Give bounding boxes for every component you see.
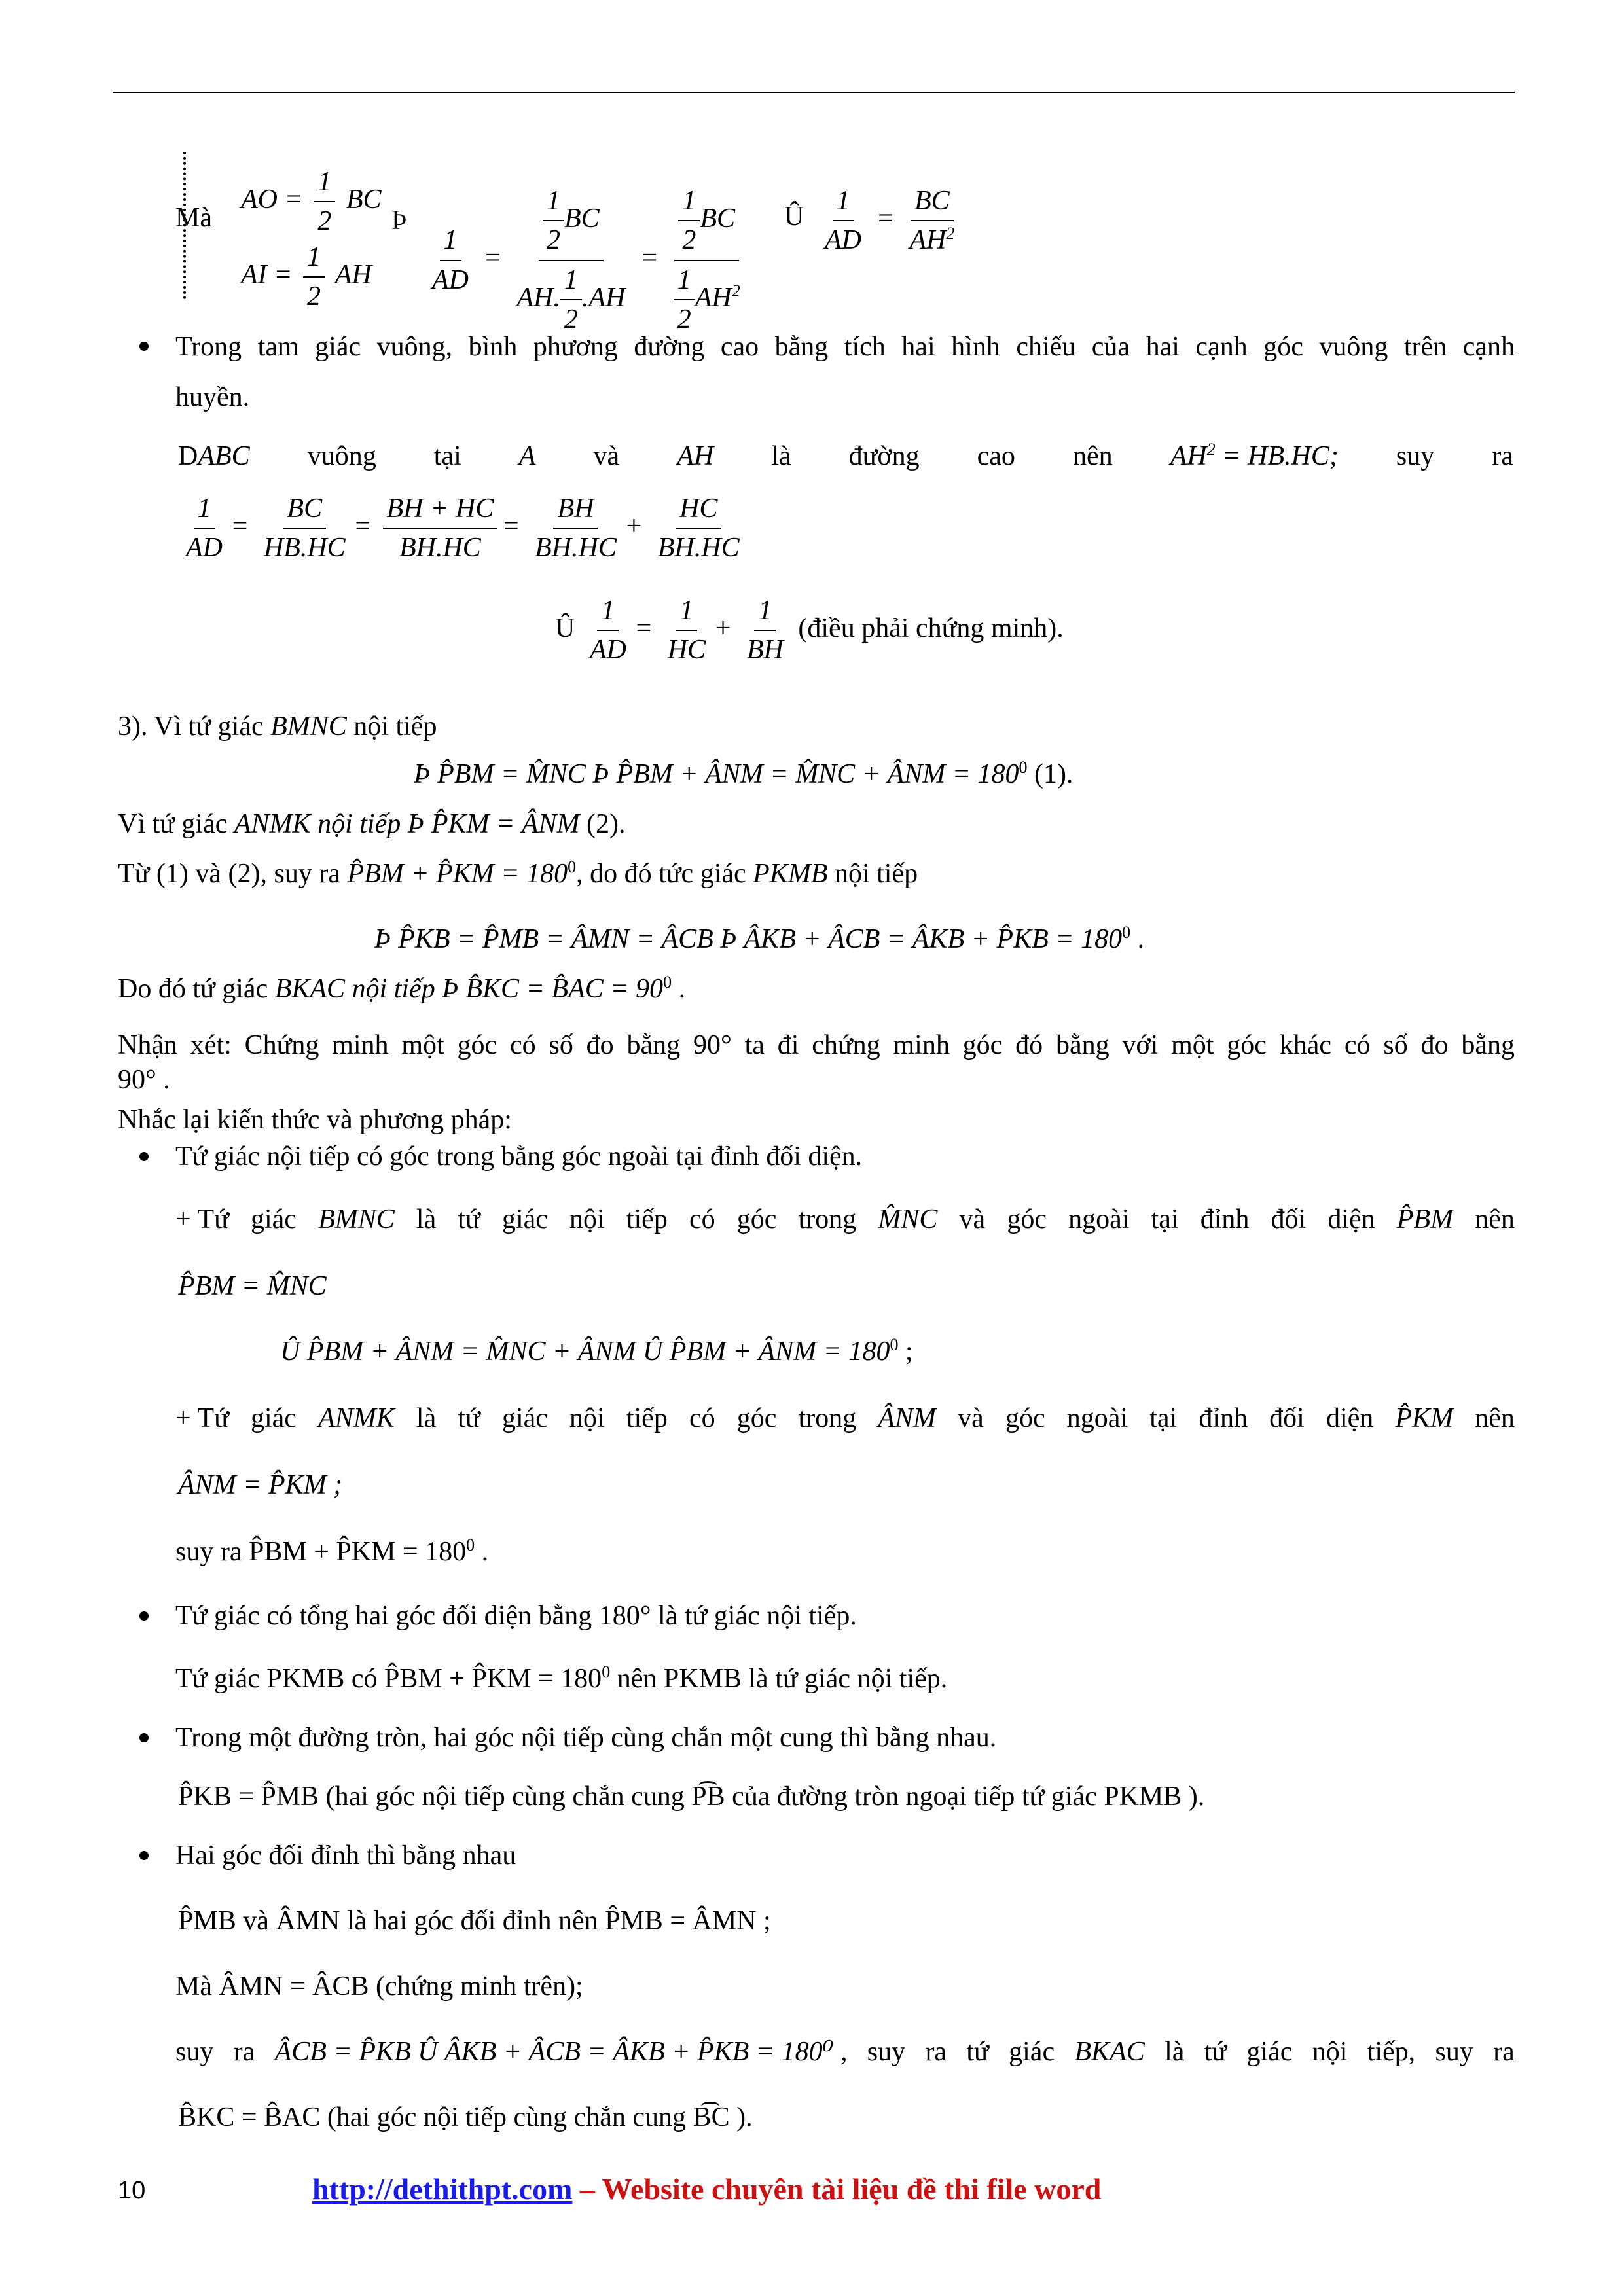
part3-line6: Do đó tứ giác BKAC nội tiếp Þ B̂KC = B̂AC = $90^0$ . — [118, 973, 686, 1004]
bullet-2-p2c: suy ra P̂BM + P̂KM = $180^0$ . — [175, 1535, 489, 1567]
iff-1: Û — [784, 202, 804, 232]
bullet-5 — [139, 1851, 149, 1860]
bullet-2-p2: + Tứ giác ANMK là tứ giác nội tiếp có góc trong ÂNM và góc ngoài tại đỉnh đối diện P̂KM nên — [175, 1403, 1515, 1433]
bullet-4 — [139, 1733, 149, 1742]
bullet-3-line: Tứ giác PKMB có P̂BM + P̂KM = $180^0$ nên PKMB là tứ giác nội tiếp. — [175, 1662, 948, 1694]
result-line: Û $\frac{1}{AD}$ = $\frac{1}{HC}$ + $\frac{1}{BH}$ (điều phải chứng minh). — [555, 596, 1064, 666]
ao: AO — [241, 185, 278, 215]
implies-1: Þ — [391, 206, 407, 236]
part3-line1: 3). Vì tứ giác BMNC nội tiếp — [118, 711, 437, 742]
header-rule — [113, 92, 1515, 93]
footer-tagline: – Website chuyên tài liệu đề thi file word — [572, 2172, 1102, 2206]
frac-half: $\frac{1}{2}$ — [314, 166, 335, 238]
nhan-xet: Nhận xét: Chứng minh một góc có số đo bằng 90° ta đi chứng minh góc đó bằng với một góc khác có số đo bằng — [118, 1030, 1515, 1060]
footer-link[interactable]: http://dethithpt.com — [312, 2172, 573, 2206]
bullet-1 — [139, 342, 149, 351]
bullet-2 — [139, 1152, 149, 1161]
ma-label: Mà — [175, 203, 212, 233]
brace — [183, 152, 198, 299]
page-number: 10 — [118, 2177, 146, 2204]
bullet-5-title: Hai góc đối đỉnh thì bằng nhau — [175, 1840, 516, 1871]
nhac-lai: Nhắc lại kiến thức và phương pháp: — [118, 1105, 512, 1135]
bullet-1-text: Trong tam giác vuông, bình phương đường cao bằng tích hai hình chiếu của hai cạnh góc vuông trên cạnh — [175, 332, 1515, 362]
part3-line5: Þ P̂KB = P̂MB = ÂMN = ÂCB Þ ÂKB + ÂCB = ÂKB + P̂KB = $180^0$ . — [374, 923, 1145, 954]
bullet-3-title: Tứ giác có tổng hai góc đối diện bằng 180° là tứ giác nội tiếp. — [175, 1601, 857, 1631]
footer — [312, 2172, 1101, 2206]
bullet-4-line: P̂KB = P̂MB (hai góc nội tiếp cùng chắn cung P͡B của đường tròn ngoại tiếp tứ giác PKMB ). — [178, 1782, 1205, 1812]
bullet-5-l2: Mà ÂMN = ÂCB (chứng minh trên); — [175, 1971, 583, 2001]
ai: AI — [241, 260, 267, 291]
nhan-xet-2: 90° . — [118, 1065, 170, 1095]
bullet-5-l1: P̂MB và ÂMN là hai góc đối đỉnh nên P̂MB = ÂMN ; — [178, 1906, 771, 1936]
part3-line2: Þ P̂BM = M̂NC Þ P̂BM + ÂNM = M̂NC + ÂNM = $180^0$ (1). — [414, 758, 1074, 789]
bullet-2-p1c: Û P̂BM + ÂNM = M̂NC + ÂNM Û P̂BM + ÂNM = $180^0$ ; — [280, 1335, 913, 1367]
bullet-2-p1: + Tứ giác BMNC là tứ giác nội tiếp có góc trong M̂NC và góc ngoài tại đỉnh đối diện P̂BM nên — [175, 1204, 1515, 1234]
bullet-3 — [139, 1611, 149, 1621]
triangle-line: DABC vuông tại A và AH là đường cao nên $AH^2 = HB.HC$; suy ra — [178, 440, 1513, 471]
bullet-1-text-2: huyền. — [175, 382, 250, 412]
bullet-2-title: Tứ giác nội tiếp có góc trong bằng góc ngoài tại đỉnh đối diện. — [175, 1141, 863, 1172]
bullet-2-p2b: ÂNM = P̂KM ; — [178, 1470, 343, 1500]
part3-line4: Từ (1) và (2), suy ra P̂BM + P̂KM = $180^0$, do đó tức giác PKMB nội tiếp — [118, 857, 918, 889]
bullet-5-l3: suy ra ÂCB = P̂KB Û ÂKB + ÂCB = ÂKB + P̂KB = 180⁰ , suy ra tứ giác BKAC là tứ giác nội tiếp, suy ra — [175, 2037, 1515, 2067]
frac-chain: $\frac{1}{AD}$ = $\frac{BC}{HB.HC}$ = $\frac{BH + HC}{BH.HC}$ = $\frac{BH}{BH.HC}$ + $\frac{HC}{BH.HC}$ — [186, 493, 740, 564]
bullet-2-p1b: P̂BM = M̂NC — [178, 1271, 327, 1301]
part3-line3: Vì tứ giác ANMK nội tiếp Þ P̂KM = ÂNM (2). — [118, 809, 626, 839]
bullet-4-title: Trong một đường tròn, hai góc nội tiếp cùng chắn một cung thì bằng nhau. — [175, 1723, 997, 1753]
bullet-5-l4: B̂KC = B̂AC (hai góc nội tiếp cùng chắn cung B͡C ). — [178, 2102, 753, 2132]
